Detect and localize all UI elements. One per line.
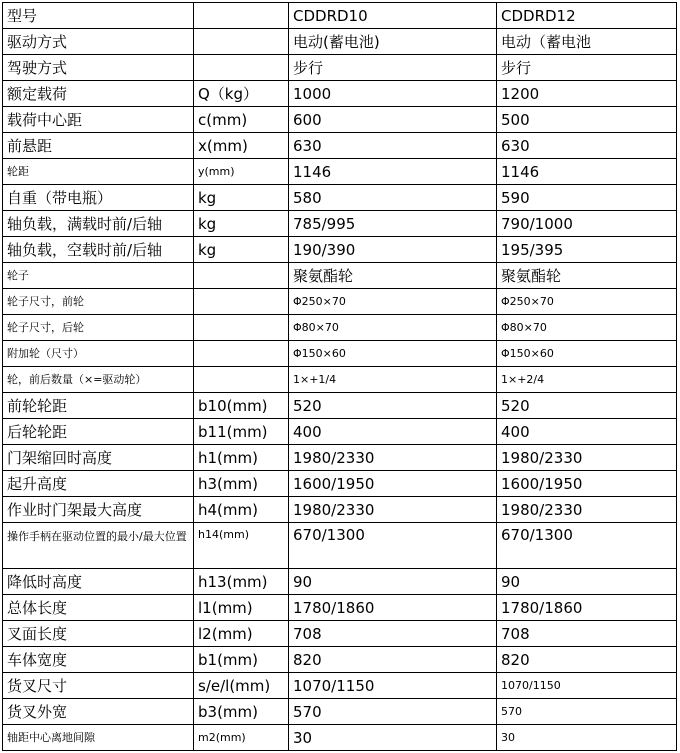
- row-label: 后轮轮距: [3, 419, 194, 445]
- value-cdd12: 570: [497, 699, 677, 725]
- row-unit: l1(mm): [194, 595, 289, 621]
- row-unit: [194, 55, 289, 81]
- row-label: 总体长度: [3, 595, 194, 621]
- row-unit: [194, 29, 289, 55]
- value-cdd10: 630: [289, 133, 497, 159]
- value-cdd12: 790/1000: [497, 211, 677, 237]
- table-row: [3, 621, 677, 647]
- value-cdd12: 聚氨酯轮: [497, 263, 677, 289]
- value-cdd12: 1980/2330: [497, 497, 677, 523]
- row-unit: kg: [194, 237, 289, 263]
- value-cdd10: 步行: [289, 55, 497, 81]
- value-cdd12: Φ80×70: [497, 315, 677, 341]
- value-cdd10: 600: [289, 107, 497, 133]
- row-unit: [194, 341, 289, 367]
- row-label: 起升高度: [3, 471, 194, 497]
- value-cdd12: 630: [497, 133, 677, 159]
- value-cdd12: 820: [497, 647, 677, 673]
- value-cdd12: 1×+2/4: [497, 367, 677, 393]
- row-unit: b10(mm): [194, 393, 289, 419]
- table-row: [3, 315, 677, 341]
- table-row: [3, 237, 677, 263]
- table-row: [3, 81, 677, 107]
- value-cdd10: 820: [289, 647, 497, 673]
- row-label: 驱动方式: [3, 29, 194, 55]
- table-row: [3, 569, 677, 595]
- row-label: 货叉外宽: [3, 699, 194, 725]
- value-cdd10: 1000: [289, 81, 497, 107]
- value-cdd10: 1600/1950: [289, 471, 497, 497]
- value-cdd12: Φ150×60: [497, 341, 677, 367]
- table-row: [3, 367, 677, 393]
- row-unit: [194, 3, 289, 29]
- table-row: [3, 263, 677, 289]
- value-cdd10: 708: [289, 621, 497, 647]
- value-cdd10: Φ250×70: [289, 289, 497, 315]
- table-row: [3, 289, 677, 315]
- value-cdd10: 1980/2330: [289, 445, 497, 471]
- value-cdd12: 1200: [497, 81, 677, 107]
- value-cdd10: 1070/1150: [289, 673, 497, 699]
- value-cdd12: 520: [497, 393, 677, 419]
- value-cdd10: 785/995: [289, 211, 497, 237]
- value-cdd12: 1600/1950: [497, 471, 677, 497]
- row-unit: [194, 263, 289, 289]
- table-row: [3, 725, 677, 751]
- value-cdd10: 聚氨酯轮: [289, 263, 497, 289]
- row-unit: [194, 289, 289, 315]
- row-label: 自重（带电瓶）: [3, 185, 194, 211]
- row-unit: b1(mm): [194, 647, 289, 673]
- row-label: 驾驶方式: [3, 55, 194, 81]
- table-row: [3, 3, 677, 29]
- value-cdd10: 520: [289, 393, 497, 419]
- value-cdd10: 570: [289, 699, 497, 725]
- value-cdd12: 195/395: [497, 237, 677, 263]
- table-row: [3, 419, 677, 445]
- value-cdd10: 400: [289, 419, 497, 445]
- row-label: 载荷中心距: [3, 107, 194, 133]
- value-cdd10: 1146: [289, 159, 497, 185]
- table-row: [3, 341, 677, 367]
- value-cdd12: 1070/1150: [497, 673, 677, 699]
- row-unit: kg: [194, 185, 289, 211]
- row-label: 作业时门架最大高度: [3, 497, 194, 523]
- row-label: 轴距中心离地间隙: [3, 725, 194, 751]
- value-cdd12: 400: [497, 419, 677, 445]
- value-cdd12: 670/1300: [497, 523, 677, 569]
- row-label: 货叉尺寸: [3, 673, 194, 699]
- value-cdd12: 1780/1860: [497, 595, 677, 621]
- value-cdd12: CDDRD12: [497, 3, 677, 29]
- row-label: 型号: [3, 3, 194, 29]
- value-cdd10: 电动(蓄电池): [289, 29, 497, 55]
- row-unit: h3(mm): [194, 471, 289, 497]
- row-label: 轮距: [3, 159, 194, 185]
- value-cdd10: Φ150×60: [289, 341, 497, 367]
- value-cdd12: 1146: [497, 159, 677, 185]
- row-unit: x(mm): [194, 133, 289, 159]
- row-label: 轮子: [3, 263, 194, 289]
- value-cdd12: Φ250×70: [497, 289, 677, 315]
- value-cdd12: 500: [497, 107, 677, 133]
- table-row: [3, 133, 677, 159]
- row-label: 叉面长度: [3, 621, 194, 647]
- value-cdd10: 30: [289, 725, 497, 751]
- value-cdd10: Φ80×70: [289, 315, 497, 341]
- value-cdd12: 30: [497, 725, 677, 751]
- value-cdd12: 708: [497, 621, 677, 647]
- row-unit: s/e/l(mm): [194, 673, 289, 699]
- row-label: 车体宽度: [3, 647, 194, 673]
- row-unit: b11(mm): [194, 419, 289, 445]
- table-row: [3, 211, 677, 237]
- value-cdd12: 电动（蓄电池: [497, 29, 677, 55]
- value-cdd10: 1780/1860: [289, 595, 497, 621]
- row-label: 前悬距: [3, 133, 194, 159]
- value-cdd10: 90: [289, 569, 497, 595]
- row-unit: [194, 315, 289, 341]
- spec-table: [2, 2, 677, 751]
- table-row: [3, 393, 677, 419]
- table-row: [3, 595, 677, 621]
- row-label: 附加轮（尺寸）: [3, 341, 194, 367]
- row-label: 轴负载，满载时前/后轴: [3, 211, 194, 237]
- table-row: [3, 523, 677, 569]
- row-label: 降低时高度: [3, 569, 194, 595]
- value-cdd10: 1×+1/4: [289, 367, 497, 393]
- row-unit: [194, 367, 289, 393]
- table-row: [3, 445, 677, 471]
- table-row: [3, 55, 677, 81]
- table-row: [3, 107, 677, 133]
- table-row: [3, 159, 677, 185]
- value-cdd12: 590: [497, 185, 677, 211]
- row-label: 操作手柄在驱动位置的最小/最大位置: [3, 523, 194, 569]
- row-unit: kg: [194, 211, 289, 237]
- row-label: 门架缩回时高度: [3, 445, 194, 471]
- table-row: [3, 497, 677, 523]
- row-label: 轮子尺寸，后轮: [3, 315, 194, 341]
- row-label: 轴负载，空载时前/后轴: [3, 237, 194, 263]
- table-row: [3, 185, 677, 211]
- row-unit: Q（kg）: [194, 81, 289, 107]
- row-unit: b3(mm): [194, 699, 289, 725]
- row-unit: l2(mm): [194, 621, 289, 647]
- value-cdd10: 580: [289, 185, 497, 211]
- table-row: [3, 471, 677, 497]
- row-label: 额定载荷: [3, 81, 194, 107]
- value-cdd12: 1980/2330: [497, 445, 677, 471]
- row-label: 前轮轮距: [3, 393, 194, 419]
- row-unit: y(mm): [194, 159, 289, 185]
- value-cdd12: 90: [497, 569, 677, 595]
- row-unit: h14(mm): [194, 523, 289, 569]
- table-row: [3, 699, 677, 725]
- table-row: [3, 647, 677, 673]
- value-cdd10: 670/1300: [289, 523, 497, 569]
- value-cdd12: 步行: [497, 55, 677, 81]
- value-cdd10: 1980/2330: [289, 497, 497, 523]
- row-unit: c(mm): [194, 107, 289, 133]
- row-unit: h13(mm): [194, 569, 289, 595]
- value-cdd10: 190/390: [289, 237, 497, 263]
- row-unit: h1(mm): [194, 445, 289, 471]
- row-unit: m2(mm): [194, 725, 289, 751]
- table-row: [3, 673, 677, 699]
- table-row: [3, 29, 677, 55]
- value-cdd10: CDDRD10: [289, 3, 497, 29]
- row-unit: h4(mm): [194, 497, 289, 523]
- row-label: 轮子尺寸，前轮: [3, 289, 194, 315]
- row-label: 轮，前后数量（×=驱动轮）: [3, 367, 194, 393]
